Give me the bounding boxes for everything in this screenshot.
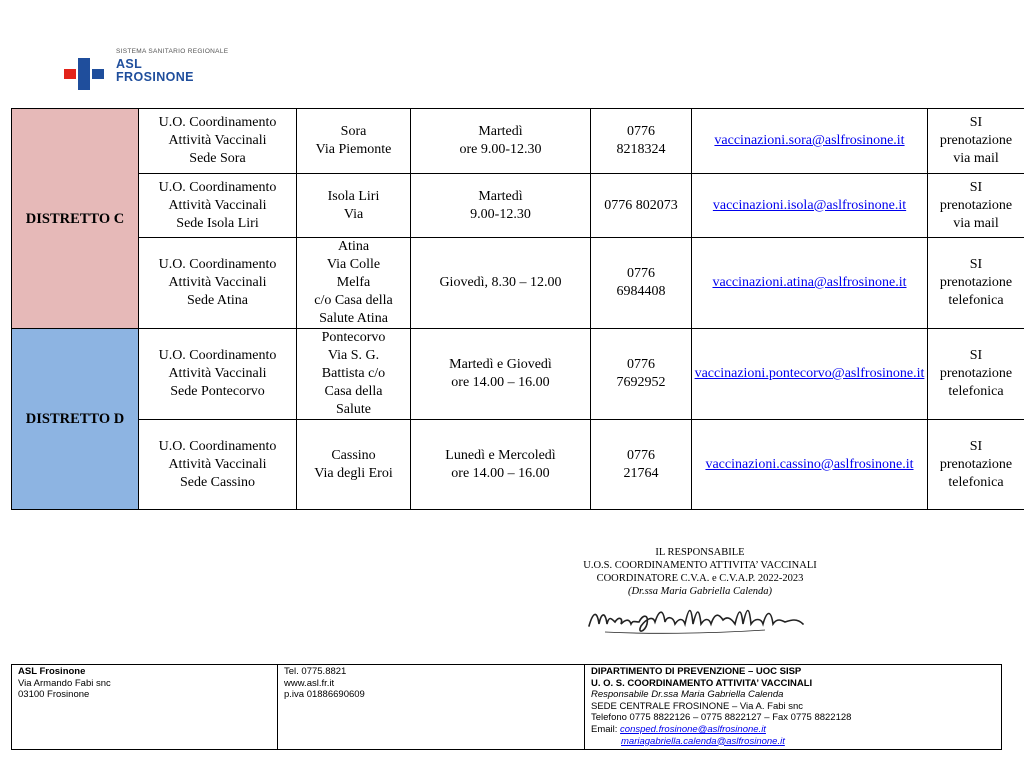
- phone-cell: 0776 7692952: [591, 329, 692, 420]
- district-c-cell: DISTRETTO C: [12, 109, 139, 329]
- responsible-title: IL RESPONSABILE: [655, 547, 745, 558]
- email-cell: [692, 329, 928, 420]
- hours-cell: Martedì e Giovedì ore 14.00 – 16.00: [411, 329, 591, 420]
- email-link-isola[interactable]: vaccinazioni.isola@aslfrosinone.it: [712, 197, 907, 213]
- booking-cell: SI prenotazione telefonica: [928, 329, 1024, 420]
- address-cell: Isola Liri Via: [297, 174, 411, 238]
- unit-cell: U.O. Coordinamento Attività Vaccinali Sede Sora: [139, 109, 297, 174]
- address-cell: Sora Via Piemonte: [297, 109, 411, 174]
- table-row: [12, 109, 1024, 174]
- table-row: [12, 174, 1024, 238]
- booking-cell: SI prenotazione telefonica: [928, 420, 1024, 510]
- phone-cell: 0776 21764: [591, 420, 692, 510]
- footer-table: [11, 664, 1002, 750]
- booking-cell: SI prenotazione via mail: [928, 109, 1024, 174]
- responsible-unit: U.O.S. COORDINAMENTO ATTIVITA’ VACCINALI: [583, 560, 817, 571]
- phone-cell: 0776 6984408: [591, 238, 692, 329]
- responsible-name: (Dr.ssa Maria Gabriella Calenda): [627, 586, 773, 597]
- booking-cell: SI prenotazione telefonica: [928, 238, 1024, 329]
- footer-col-1: ASL Frosinone Via Armando Fabi snc 03100 Frosinone: [12, 665, 278, 750]
- vaccination-centers-table: [11, 108, 1024, 510]
- unit-cell: U.O. Coordinamento Attività Vaccinali Sede Pontecorvo: [139, 329, 297, 420]
- footer-col-2: Tel. 0775.8821 www.asl.fr.it p.iva 01886690609: [278, 665, 585, 750]
- signature-image: [585, 600, 815, 640]
- table-row: [12, 238, 1024, 329]
- hours-cell: Martedì 9.00-12.30: [411, 174, 591, 238]
- email-cell: [692, 109, 928, 174]
- asl-logo: [64, 48, 234, 94]
- email-link-cassino[interactable]: vaccinazioni.cassino@aslfrosinone.it: [705, 456, 914, 472]
- email-cell: [692, 238, 928, 329]
- unit-cell: U.O. Coordinamento Attività Vaccinali Sede Atina: [139, 238, 297, 329]
- hours-cell: Martedì ore 9.00-12.30: [411, 109, 591, 174]
- footer-col-3: DIPARTIMENTO DI PREVENZIONE – UOC SISP U. O. S. COORDINAMENTO ATTIVITA’ VACCINALI Responsabile Dr.ssa Maria Gabriella Calenda SEDE CENTRALE FROSINONE – Via A. Fabi snc Telefono 0775 8822126 – 0775 8822127 – Fax 0775 8822128 Email: consped.frosinone@aslfrosinone.it mariagabriella.calenda@aslfrosinone.it: [585, 665, 1002, 750]
- table-row: [12, 420, 1024, 510]
- email-cell: [692, 420, 928, 510]
- district-d-cell: DISTRETTO D: [12, 329, 139, 510]
- hours-cell: Giovedì, 8.30 – 12.00: [411, 238, 591, 329]
- logo-asl: ASL: [116, 57, 143, 71]
- responsible-role: COORDINATORE C.V.A. e C.V.A.P. 2022-2023: [596, 573, 804, 584]
- table-row: [12, 329, 1024, 420]
- email-link-pontecorvo[interactable]: vaccinazioni.pontecorvo@aslfrosinone.it: [694, 366, 925, 381]
- address-cell: Atina Via Colle Melfa c/o Casa della Salute Atina: [297, 238, 411, 329]
- logo-frosinone: FROSINONE: [116, 70, 194, 84]
- footer-email-link-2[interactable]: mariagabriella.calenda@aslfrosinone.it: [621, 735, 785, 747]
- phone-cell: 0776 8218324: [591, 109, 692, 174]
- logo-superscript: SISTEMA SANITARIO REGIONALE: [116, 48, 229, 55]
- hours-cell: Lunedì e Mercoledì ore 14.00 – 16.00: [411, 420, 591, 510]
- email-link-sora[interactable]: vaccinazioni.sora@aslfrosinone.it: [714, 133, 905, 148]
- phone-cell: 0776 802073: [591, 174, 692, 238]
- address-cell: Cassino Via degli Eroi: [297, 420, 411, 510]
- address-cell: Pontecorvo Via S. G. Battista c/o Casa della Salute: [297, 329, 411, 420]
- unit-cell: U.O. Coordinamento Attività Vaccinali Sede Isola Liri: [139, 174, 297, 238]
- responsible-block: [540, 546, 860, 598]
- email-cell: [692, 174, 928, 238]
- email-link-atina[interactable]: vaccinazioni.atina@aslfrosinone.it: [712, 275, 907, 290]
- footer-email-link-1[interactable]: consped.frosinone@aslfrosinone.it: [620, 723, 766, 735]
- booking-cell: SI prenotazione via mail: [928, 174, 1024, 238]
- unit-cell: U.O. Coordinamento Attività Vaccinali Sede Cassino: [139, 420, 297, 510]
- red-cross-icon: [64, 58, 104, 90]
